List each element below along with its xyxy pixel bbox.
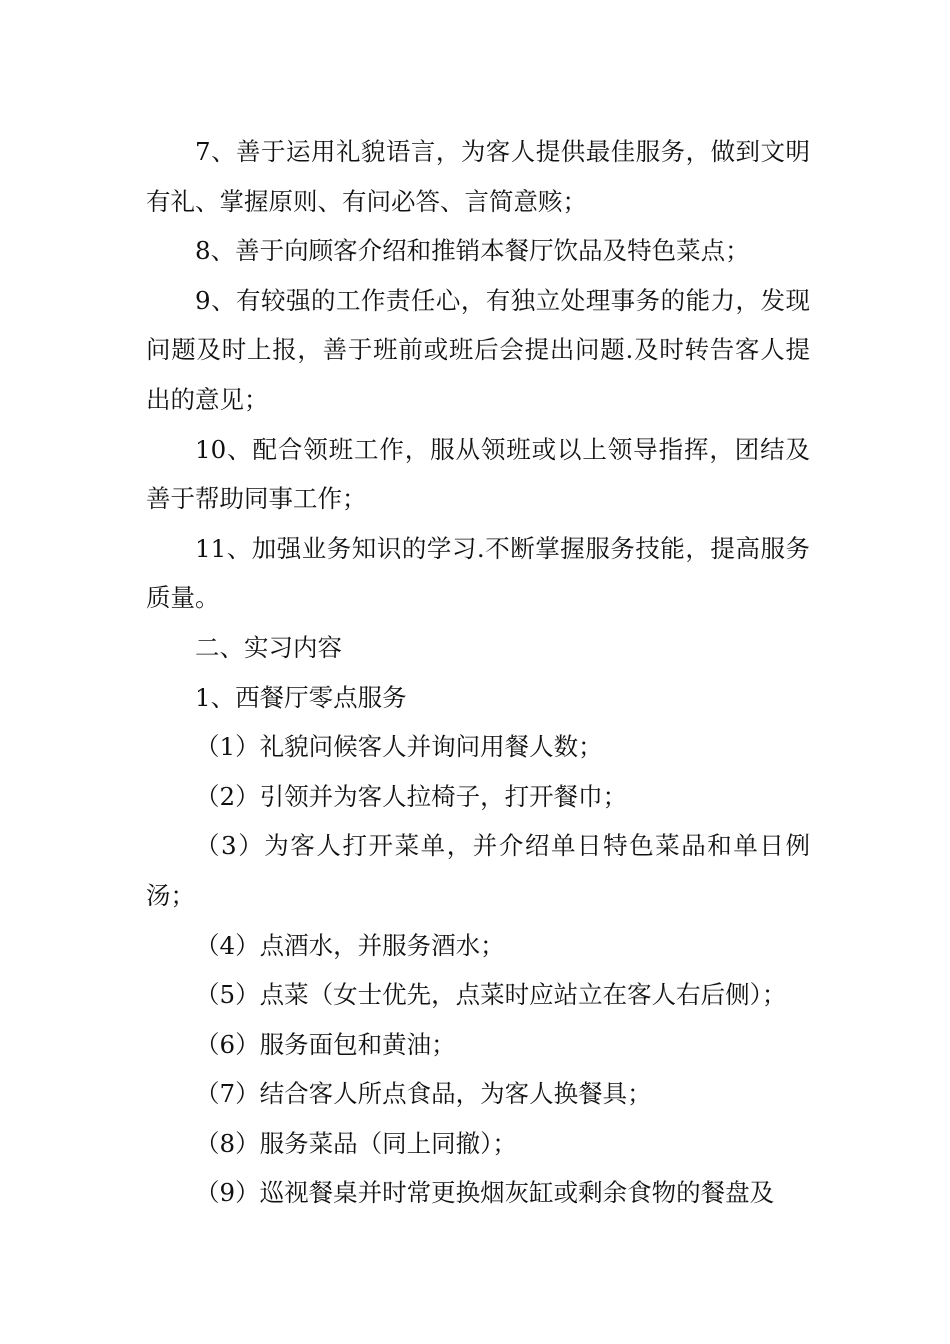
paragraph-item-11: 11、加强业务知识的学习.不断掌握服务技能，提高服务质量。 xyxy=(146,533,810,613)
paragraph-item-8: 8、善于向顾客介绍和推销本餐厅饮品及特色菜点； xyxy=(195,236,750,266)
step-item-3: （3）为客人打开菜单，并介绍单日特色菜品和单日例汤； xyxy=(146,831,810,910)
step-item-7: （7）结合客人所点食品，为客人换餐具； xyxy=(195,1079,652,1109)
section-heading: 二、实习内容 xyxy=(195,632,342,662)
step-item-5: （5）点菜（女士优先，点菜时应站立在客人右后侧）； xyxy=(195,980,787,1010)
step-item-6: （6）服务面包和黄油； xyxy=(195,1029,456,1059)
step-item-9: （9）巡视餐桌并时常更换烟灰缸或剩余食物的餐盘及 xyxy=(195,1178,775,1208)
paragraph-item-9: 9、有较强的工作责任心，有独立处理事务的能力，发现问题及时上报，善于班前或班后会提出问题.及时转告客人提出的意见； xyxy=(146,285,810,414)
paragraph-item-10: 10、配合领班工作，服从领班或以上领导指挥，团结及善于帮助同事工作； xyxy=(146,434,810,514)
paragraph-item-7: 7、善于运用礼貌语言，为客人提供最佳服务，做到文明有礼、掌握原则、有问必答、言简意赅； xyxy=(146,137,810,216)
subsection-heading: 1、西餐厅零点服务 xyxy=(195,682,407,712)
document-body xyxy=(146,127,810,1218)
step-item-8: （8）服务菜品（同上同撤）； xyxy=(195,1128,517,1158)
step-item-2: （2）引领并为客人拉椅子，打开餐巾； xyxy=(195,781,628,811)
step-item-1: （1）礼貌问候客人并询问用餐人数； xyxy=(195,732,603,762)
step-item-4: （4）点酒水，并服务酒水； xyxy=(195,930,505,960)
